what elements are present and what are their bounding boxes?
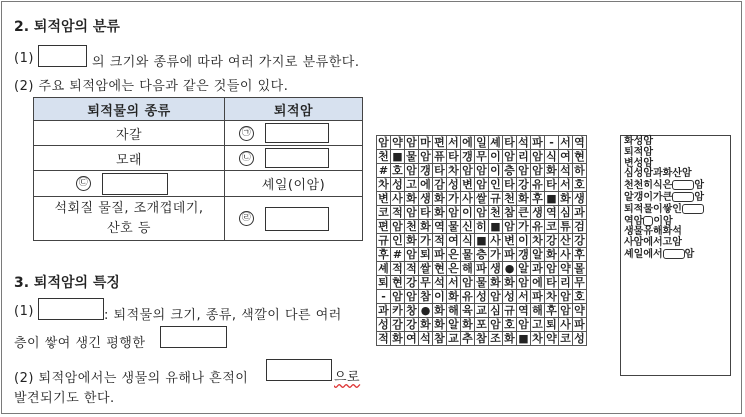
section3-item1-text: : 퇴적물의 크기, 종류, 색깔이 다른 여러 [104, 308, 342, 323]
puzzle-row [377, 234, 587, 248]
section3-title: 3. 퇴적암의 특징 [14, 275, 120, 291]
puzzle-cell[interactable]: 타 [546, 276, 557, 289]
puzzle-cell[interactable]: 에 [532, 276, 543, 289]
puzzle-cell[interactable]: 후 [546, 304, 557, 317]
puzzle-cell[interactable]: 식 [546, 150, 557, 163]
puzzle-cell[interactable]: 인 [392, 234, 403, 247]
puzzle-cell[interactable]: 코 [546, 220, 557, 233]
puzzle-cell[interactable]: 역 [518, 304, 529, 317]
puzzle-cell[interactable]: 차 [378, 178, 389, 191]
puzzle-cell[interactable]: 변 [462, 178, 473, 191]
puzzle-cell[interactable]: 교 [476, 304, 487, 317]
puzzle-cell[interactable]: 암 [532, 150, 543, 163]
puzzle-cell[interactable]: 몰 [574, 262, 585, 275]
puzzle-cell[interactable]: 적 [434, 234, 445, 247]
puzzle-cell[interactable]: 생 [574, 192, 585, 205]
puzzle-cell[interactable]: 사 [392, 192, 403, 205]
puzzle-cell[interactable]: 갱 [518, 248, 529, 261]
puzzle-cell[interactable]: 튜 [560, 220, 571, 233]
puzzle-cell[interactable]: 석 [560, 164, 571, 177]
puzzle-cell[interactable]: 화 [434, 318, 445, 331]
marker-2: ㉡ [239, 151, 254, 166]
puzzle-row [377, 192, 587, 206]
puzzle-cell[interactable]: 차 [546, 290, 557, 303]
puzzle-cell[interactable]: 타 [546, 178, 557, 191]
puzzle-cell[interactable]: 화 [546, 248, 557, 261]
puzzle-row [377, 220, 587, 234]
puzzle-cell[interactable]: 약 [392, 136, 403, 149]
classification-table [33, 97, 363, 241]
puzzle-cell[interactable]: 화 [434, 192, 445, 205]
word-list [620, 135, 731, 376]
puzzle-cell[interactable]: 성 [392, 178, 403, 191]
cell-rock [225, 197, 363, 241]
puzzle-cell[interactable]: 가 [420, 234, 431, 247]
word-blank[interactable] [682, 204, 704, 214]
puzzle-cell[interactable]: 셰 [378, 262, 389, 275]
puzzle-cell[interactable]: 은 [448, 248, 459, 261]
puzzle-cell[interactable]: 화 [434, 206, 445, 219]
puzzle-cell[interactable]: 화 [504, 332, 515, 345]
puzzle-cell[interactable]: 퇴 [378, 276, 389, 289]
puzzle-cell[interactable]: 타 [434, 164, 445, 177]
puzzle-cell[interactable]: # [391, 248, 405, 262]
puzzle-cell[interactable]: 생 [490, 262, 501, 275]
puzzle-cell[interactable]: 타 [504, 136, 515, 149]
word-item: 퇴적암 [624, 146, 653, 158]
puzzle-cell[interactable]: 암 [406, 136, 417, 149]
word-item: 퇴적물이쌓인 [624, 204, 727, 216]
puzzle-cell[interactable]: 암 [518, 164, 529, 177]
puzzle-row [377, 178, 587, 192]
word-item: 생물유해화석 [624, 226, 682, 238]
puzzle-cell[interactable]: 일 [476, 136, 487, 149]
puzzle-cell[interactable]: 화 [490, 276, 501, 289]
puzzle-row [377, 248, 587, 262]
puzzle-cell[interactable]: 참 [434, 332, 445, 345]
word-blank[interactable] [663, 249, 685, 259]
puzzle-cell[interactable]: 심 [490, 304, 501, 317]
puzzle-cell[interactable]: 암 [462, 276, 473, 289]
puzzle-cell[interactable]: 화 [560, 192, 571, 205]
puzzle-cell[interactable]: 에 [420, 178, 431, 191]
section2-item1-number: (1) [14, 51, 34, 66]
puzzle-cell[interactable]: 감 [434, 178, 445, 191]
puzzle-cell[interactable]: 과 [574, 206, 585, 219]
puzzle-cell[interactable]: 성 [476, 290, 487, 303]
cell-sediment-line1: 석회질 물질, 조개껍데기, [54, 200, 204, 216]
puzzle-cell[interactable]: 서 [518, 290, 529, 303]
puzzle-cell[interactable]: 강 [406, 276, 417, 289]
puzzle-cell[interactable]: 에 [462, 136, 473, 149]
puzzle-cell[interactable]: 석 [434, 276, 445, 289]
puzzle-cell[interactable]: 암 [406, 290, 417, 303]
puzzle-cell[interactable]: 성 [448, 178, 459, 191]
puzzle-cell[interactable]: 알 [448, 318, 459, 331]
puzzle-cell[interactable]: 암 [560, 290, 571, 303]
marker-1: ㉠ [239, 126, 254, 141]
puzzle-cell[interactable]: 알 [532, 248, 543, 261]
puzzle-cell[interactable]: 암 [518, 318, 529, 331]
puzzle-cell[interactable]: 고 [532, 318, 543, 331]
section3-item1-text2: 층이 쌓여 생긴 평행한 [14, 336, 146, 351]
puzzle-cell[interactable]: 히 [476, 220, 487, 233]
puzzle-cell[interactable]: 암 [518, 276, 529, 289]
puzzle-cell[interactable]: 퇴 [420, 248, 431, 261]
puzzle-cell[interactable]: 역 [574, 136, 585, 149]
puzzle-cell[interactable]: 석 [518, 136, 529, 149]
puzzle-cell[interactable]: 적 [392, 262, 403, 275]
puzzle-cell[interactable]: 규 [490, 192, 501, 205]
puzzle-cell[interactable]: 사 [490, 234, 501, 247]
puzzle-cell[interactable]: 화 [518, 192, 529, 205]
puzzle-cell[interactable]: 변 [504, 234, 515, 247]
puzzle-cell[interactable]: 화 [392, 332, 403, 345]
puzzle-cell[interactable]: 갱 [462, 150, 473, 163]
puzzle-cell[interactable]: 파 [574, 318, 585, 331]
table-row [34, 171, 363, 197]
puzzle-cell[interactable]: - [545, 136, 559, 150]
puzzle-cell[interactable]: 암 [406, 206, 417, 219]
section3-item2-text2: 발견되기도 한다. [14, 391, 115, 406]
puzzle-cell[interactable]: 후 [378, 248, 389, 261]
section3-item2-suffix: 으로 [334, 370, 361, 385]
puzzle-cell[interactable]: 암 [504, 220, 515, 233]
puzzle-cell[interactable]: 적 [406, 262, 417, 275]
puzzle-cell[interactable]: ■ [546, 192, 557, 205]
puzzle-cell[interactable]: 파 [476, 262, 487, 275]
puzzle-cell[interactable]: ■ [518, 332, 529, 345]
puzzle-cell[interactable]: 인 [490, 178, 501, 191]
word-blank[interactable] [672, 180, 694, 190]
puzzle-cell[interactable]: 식 [462, 234, 473, 247]
puzzle-row [377, 276, 587, 290]
puzzle-cell[interactable]: 타 [504, 178, 515, 191]
puzzle-cell[interactable]: 포 [476, 318, 487, 331]
puzzle-cell[interactable]: 고 [406, 178, 417, 191]
puzzle-cell[interactable]: 암 [420, 150, 431, 163]
puzzle-cell[interactable]: 성 [378, 318, 389, 331]
puzzle-cell[interactable]: 암 [504, 150, 515, 163]
puzzle-cell[interactable]: ■ [476, 234, 487, 247]
puzzle-cell[interactable]: 역 [546, 206, 557, 219]
puzzle-cell[interactable]: 암 [476, 164, 487, 177]
puzzle-cell[interactable]: 알 [518, 262, 529, 275]
puzzle-cell[interactable]: 사 [560, 318, 571, 331]
puzzle-cell[interactable]: 차 [532, 234, 543, 247]
puzzle-cell[interactable]: 감 [392, 318, 403, 331]
puzzle-cell[interactable]: 해 [448, 304, 459, 317]
puzzle-cell[interactable]: 가 [490, 248, 501, 261]
puzzle-cell[interactable]: - [377, 290, 391, 304]
puzzle-cell[interactable]: 물 [406, 150, 417, 163]
table-row [34, 121, 363, 146]
section3-item2-text: (2) 퇴적암에서는 생물의 유해나 흔적이 [14, 371, 249, 386]
puzzle-cell[interactable]: 사 [462, 192, 473, 205]
puzzle-cell[interactable]: 변 [378, 192, 389, 205]
puzzle-cell[interactable]: 코 [560, 332, 571, 345]
puzzle-row [377, 206, 587, 220]
section2-item1-text: 의 크기와 종류에 따라 여러 가지로 분류한다. [92, 55, 360, 70]
puzzle-cell[interactable]: 생 [420, 192, 431, 205]
puzzle-cell[interactable]: 암 [532, 164, 543, 177]
puzzle-cell[interactable]: 교 [448, 332, 459, 345]
puzzle-cell[interactable]: 은 [448, 262, 459, 275]
puzzle-cell[interactable]: 가 [518, 220, 529, 233]
puzzle-cell[interactable]: 현 [392, 276, 403, 289]
puzzle-cell[interactable]: 여 [448, 234, 459, 247]
puzzle-cell[interactable]: 편 [434, 136, 445, 149]
puzzle-cell[interactable]: 호 [392, 164, 403, 177]
puzzle-cell[interactable]: 생 [532, 206, 543, 219]
puzzle-cell[interactable]: 파 [504, 248, 515, 261]
word-blank[interactable] [672, 192, 694, 202]
puzzle-cell[interactable]: 리 [560, 276, 571, 289]
puzzle-cell[interactable]: 화 [406, 234, 417, 247]
cell-rock [225, 146, 363, 171]
section2-item2-text: (2) 주요 퇴적암에는 다음과 같은 것들이 있다. [14, 79, 289, 94]
puzzle-row [377, 164, 587, 178]
puzzle-cell[interactable]: 석 [420, 332, 431, 345]
puzzle-cell[interactable]: 참 [476, 332, 487, 345]
puzzle-cell[interactable]: 강 [518, 178, 529, 191]
cell-sediment: 자갈 [34, 121, 225, 146]
puzzle-cell[interactable]: 천 [378, 150, 389, 163]
puzzle-cell[interactable]: 암 [462, 164, 473, 177]
puzzle-cell[interactable]: 규 [378, 234, 389, 247]
puzzle-cell[interactable]: ■ [392, 150, 403, 163]
puzzle-cell[interactable]: 타 [448, 150, 459, 163]
cell-sediment: 모래 [34, 146, 225, 171]
puzzle-cell[interactable]: 추 [462, 332, 473, 345]
blank-input-2[interactable] [265, 123, 329, 143]
cell-rock: 셰일(이암) [225, 171, 363, 197]
puzzle-cell[interactable]: 이 [434, 290, 445, 303]
puzzle-cell[interactable]: 육 [462, 304, 473, 317]
puzzle-cell[interactable]: 물 [448, 220, 459, 233]
puzzle-cell[interactable]: 물 [476, 276, 487, 289]
puzzle-cell[interactable]: 조 [490, 332, 501, 345]
word-item: 변성암 [624, 157, 653, 169]
puzzle-cell[interactable]: 유 [532, 220, 543, 233]
puzzle-cell[interactable]: 암 [448, 206, 459, 219]
cell-sediment [34, 197, 225, 241]
blank-input-4[interactable] [102, 173, 168, 195]
puzzle-cell[interactable]: 셰 [490, 136, 501, 149]
puzzle-cell[interactable]: 서 [448, 136, 459, 149]
puzzle-cell[interactable]: 역 [434, 220, 445, 233]
puzzle-cell[interactable]: 규 [504, 304, 515, 317]
puzzle-cell[interactable]: 과 [378, 304, 389, 317]
puzzle-cell[interactable]: 편 [378, 220, 389, 233]
puzzle-cell[interactable]: 여 [406, 332, 417, 345]
puzzle-cell[interactable]: 약 [574, 304, 585, 317]
puzzle-cell[interactable]: 화 [406, 192, 417, 205]
word-item: 역암 이암 [624, 215, 673, 227]
puzzle-cell[interactable]: 적 [392, 206, 403, 219]
puzzle-cell[interactable]: 화 [546, 164, 557, 177]
puzzle-cell[interactable]: 무 [574, 276, 585, 289]
puzzle-cell[interactable]: 암 [560, 304, 571, 317]
puzzle-cell[interactable]: 이 [490, 150, 501, 163]
puzzle-cell[interactable]: 서 [560, 136, 571, 149]
puzzle-cell[interactable]: 화 [420, 318, 431, 331]
puzzle-cell[interactable]: 산 [560, 234, 571, 247]
puzzle-cell[interactable]: 해 [462, 262, 473, 275]
puzzle-cell[interactable]: ● [419, 304, 433, 318]
puzzle-cell[interactable]: # [377, 164, 391, 178]
puzzle-cell[interactable]: ● [503, 262, 517, 276]
puzzle-cell[interactable]: 약 [546, 332, 557, 345]
puzzle-cell[interactable]: 해 [532, 304, 543, 317]
word-item: 화성암 [624, 136, 653, 147]
section3-item1-number: (1) [14, 304, 34, 319]
word-search-grid [376, 135, 587, 346]
puzzle-cell[interactable]: 암 [490, 318, 501, 331]
puzzle-cell[interactable]: 카 [392, 304, 403, 317]
puzzle-cell[interactable]: 화 [504, 276, 515, 289]
puzzle-cell[interactable]: ■ [490, 220, 501, 233]
puzzle-cell[interactable]: 화 [462, 318, 473, 331]
puzzle-cell[interactable]: 무 [420, 276, 431, 289]
puzzle-cell[interactable]: 암 [406, 164, 417, 177]
marker-3: ㉢ [76, 176, 91, 191]
puzzle-cell[interactable]: 암 [546, 262, 557, 275]
blank-input-1[interactable] [38, 45, 87, 67]
cell-sediment-line2: 산호 등 [107, 220, 151, 236]
puzzle-cell[interactable]: 물 [462, 248, 473, 261]
puzzle-cell[interactable]: 후 [574, 248, 585, 261]
word-item: 천천히식은 암 [624, 180, 704, 192]
puzzle-cell[interactable]: 암 [490, 290, 501, 303]
puzzle-cell[interactable]: 갱 [420, 164, 431, 177]
section2-title: 2. 퇴적암의 분류 [14, 19, 120, 35]
puzzle-cell[interactable]: 타 [420, 206, 431, 219]
puzzle-cell[interactable]: 무 [476, 150, 487, 163]
puzzle-row [377, 262, 587, 276]
blank-input-3[interactable] [265, 148, 329, 168]
puzzle-cell[interactable]: 이 [462, 206, 473, 219]
puzzle-cell[interactable]: 쌀 [476, 192, 487, 205]
puzzle-cell[interactable]: 퇴 [546, 318, 557, 331]
puzzle-cell[interactable]: 코 [378, 206, 389, 219]
puzzle-row [377, 332, 587, 346]
puzzle-cell[interactable]: 유 [462, 290, 473, 303]
puzzle-row [377, 304, 587, 318]
puzzle-cell[interactable]: 암 [378, 136, 389, 149]
puzzle-cell[interactable]: 적 [378, 332, 389, 345]
puzzle-cell[interactable]: 파 [532, 290, 543, 303]
puzzle-cell[interactable]: 파 [434, 248, 445, 261]
puzzle-cell[interactable]: 화 [434, 304, 445, 317]
puzzle-cell[interactable]: 암 [406, 248, 417, 261]
puzzle-cell[interactable]: 현 [434, 262, 445, 275]
word-item: 알갱이가큰 암 [624, 191, 704, 203]
word-item: 사암에서고암 [624, 237, 682, 249]
puzzle-cell[interactable]: 이 [490, 164, 501, 177]
puzzle-cell[interactable]: 참 [504, 206, 515, 219]
puzzle-cell[interactable]: 리 [518, 150, 529, 163]
puzzle-cell[interactable]: 천 [490, 206, 501, 219]
blank-input-8[interactable] [266, 359, 332, 381]
marker-4: ㉣ [239, 211, 254, 226]
puzzle-cell[interactable]: 층 [504, 164, 515, 177]
puzzle-cell[interactable]: 천 [406, 220, 417, 233]
puzzle-cell[interactable]: 여 [560, 150, 571, 163]
blank-input-6[interactable] [38, 298, 104, 320]
puzzle-cell[interactable]: 마 [420, 136, 431, 149]
puzzle-cell[interactable]: 화 [420, 220, 431, 233]
puzzle-row [377, 150, 587, 164]
puzzle-cell[interactable]: 참 [420, 290, 431, 303]
puzzle-cell[interactable]: 신 [462, 220, 473, 233]
puzzle-cell[interactable]: 약 [560, 262, 571, 275]
puzzle-cell[interactable]: 큰 [518, 206, 529, 219]
word-item: 심성암과화산암 [624, 168, 692, 180]
cell-rock [225, 121, 363, 146]
blank-input-5[interactable] [265, 207, 329, 231]
puzzle-cell[interactable]: 과 [532, 262, 543, 275]
puzzle-row [377, 318, 587, 332]
cell-sediment [34, 171, 225, 197]
puzzle-cell[interactable]: 암 [476, 206, 487, 219]
table-header-rock: 퇴적암 [225, 98, 363, 121]
word-item: 셰일에서 암 [624, 248, 695, 260]
puzzle-row [377, 290, 587, 304]
table-row [34, 146, 363, 171]
puzzle-cell[interactable]: 창 [406, 304, 417, 317]
puzzle-cell[interactable]: 암 [392, 220, 403, 233]
puzzle-cell[interactable]: 서 [448, 276, 459, 289]
puzzle-cell[interactable]: 강 [406, 318, 417, 331]
puzzle-cell[interactable]: 성 [504, 290, 515, 303]
puzzle-cell[interactable]: 가 [448, 192, 459, 205]
puzzle-cell[interactable]: 사 [560, 248, 571, 261]
puzzle-cell[interactable]: 암 [476, 178, 487, 191]
table-header-sediment: 퇴적물의 종류 [34, 98, 225, 121]
puzzle-cell[interactable]: 호 [574, 290, 585, 303]
puzzle-cell[interactable]: 호 [504, 318, 515, 331]
puzzle-cell[interactable]: 차 [532, 332, 543, 345]
puzzle-cell[interactable]: 암 [392, 290, 403, 303]
puzzle-cell[interactable]: 천 [504, 192, 515, 205]
puzzle-cell[interactable]: 호 [574, 178, 585, 191]
table-row [34, 197, 363, 241]
puzzle-cell[interactable]: 현 [574, 150, 585, 163]
puzzle-cell[interactable]: 차 [448, 164, 459, 177]
puzzle-cell[interactable]: 유 [532, 178, 543, 191]
puzzle-cell[interactable]: 검 [574, 220, 585, 233]
blank-input-7[interactable] [160, 326, 227, 348]
puzzle-cell[interactable]: 퓨 [434, 150, 445, 163]
puzzle-cell[interactable]: 후 [532, 192, 543, 205]
puzzle-cell[interactable]: 성 [574, 332, 585, 345]
puzzle-cell[interactable]: 서 [560, 178, 571, 191]
puzzle-cell[interactable]: 화 [448, 290, 459, 303]
puzzle-cell[interactable]: 강 [546, 234, 557, 247]
puzzle-cell[interactable]: 층 [476, 248, 487, 261]
puzzle-row [377, 136, 587, 150]
puzzle-cell[interactable]: 이 [518, 234, 529, 247]
word-blank[interactable] [643, 216, 653, 226]
puzzle-cell[interactable]: 파 [532, 136, 543, 149]
puzzle-cell[interactable]: 쌀 [420, 262, 431, 275]
puzzle-cell[interactable]: 강 [574, 234, 585, 247]
puzzle-cell[interactable]: 심 [560, 206, 571, 219]
puzzle-cell[interactable]: 하 [574, 164, 585, 177]
